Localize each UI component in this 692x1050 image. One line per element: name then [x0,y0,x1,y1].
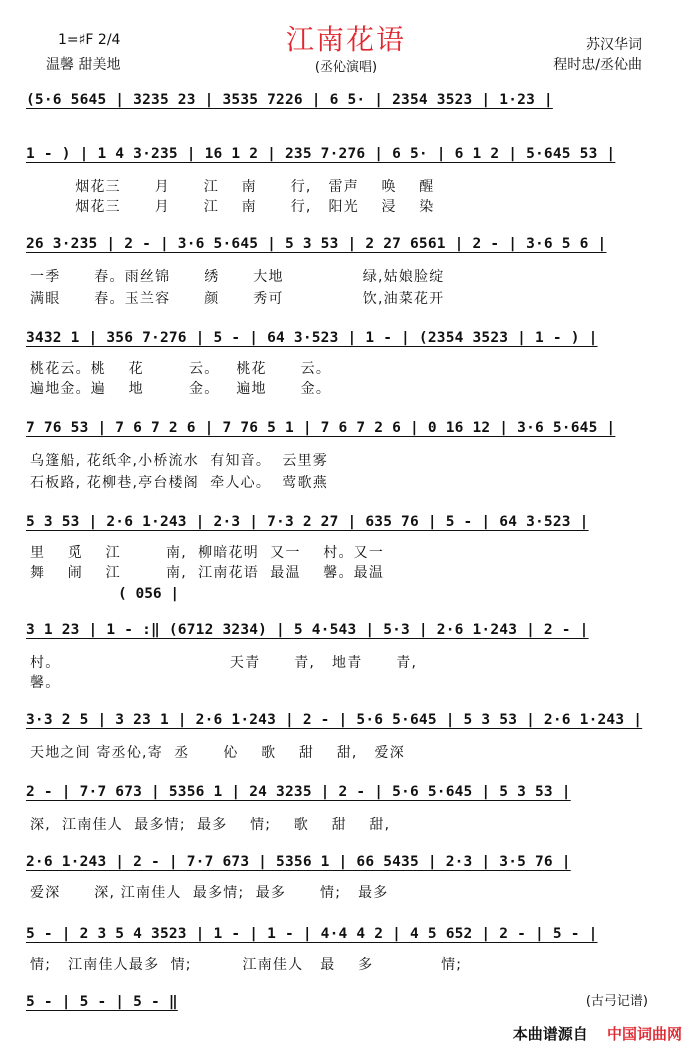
lyric-line-8: 天地之间 寄丞伈,寄 丞 伈 歌 甜 甜, 爱深 [30,745,405,761]
lyricist-credit: 苏汉华词 [586,37,642,53]
score-line-8: 3·3 2 5 | 3 23 1 | 2·6 1·243 | 2 - | 5·6 5·645 | 5 3 53 | 2·6 1·243 | [26,712,643,728]
style-marking: 温馨 甜美地 [46,57,121,73]
lyric-line-3b: 满眼 春。玉兰容 颜 秀可 饮,油菜花开 [30,291,445,307]
lyric-line-4b: 遍地金。遍 地 金。 遍地 金。 [30,381,332,397]
lyric-line-11: 情; 江南佳人最多 情; 江南佳人 最 多 情; [30,957,463,973]
score-line-2: 1 - ) | 1 4 3·235 | 16 1 2 | 235 7·276 | 6 5· | 6 1 2 | 5·645 53 | [26,146,616,162]
footer [513,1023,682,1044]
lyric-line-5b: 石板路, 花柳巷,亭台楼阁 牵人心。 莺歌燕 [30,475,328,491]
footer-source-label: 本曲谱源自 [512,1025,588,1043]
lyric-line-10: 爱深 深, 江南佳人 最多情; 最多 情; 最多 [30,885,389,901]
lyric-line-5a: 乌篷船, 花纸伞,小桥流水 有知音。 云里雾 [30,453,328,469]
composer-credit: 程时忠/丞伈曲 [553,57,642,73]
score-line-3: 26 3·235 | 2 - | 3·6 5·645 | 5 3 53 | 2 27 6561 | 2 - | 3·6 5 6 | [26,236,607,252]
key-signature: 1=♯F 2/4 [58,32,121,48]
lyric-line-6a: 里 觅 江 南, 柳暗花明 又一 村。又一 [30,545,385,561]
lyric-line-6b: 舞 闹 江 南, 江南花语 最温 馨。最温 [30,565,385,581]
score-line-5: 7 76 53 | 7 6 7 2 6 | 7 76 5 1 | 7 6 7 2 6 | 0 16 12 | 3·6 5·645 | [26,420,616,436]
lyric-line-2b: 烟花三 月 江 南 行, 阳光 浸 染 [30,199,435,215]
lyric-line-4a: 桃花云。桃 花 云。 桃花 云。 [30,361,332,377]
transcriber-credit: (古弓记谱) [585,994,648,1009]
footer-site-name[interactable]: 中国词曲网 [606,1025,682,1043]
score-line-12: 5 - | 5 - | 5 - ‖ [26,994,178,1010]
score-line-4: 3432 1 | 356 7·276 | 5 - | 64 3·523 | 1 - | (2354 3523 | 1 - ) | [26,330,598,346]
lyric-line-7a: 村。 天青 青, 地青 青, [30,655,418,671]
page-title: 江南花语 [285,23,406,56]
score-line-7: 3 1 23 | 1 - :‖ (6712 3234) | 5 4·543 | 5·3 | 2·6 1·243 | 2 - | [26,622,589,638]
lyric-line-3a: 一季 春。雨丝锦 绣 大地 绿,姑娘脸绽 [30,269,445,285]
lyric-line-7b: 馨。 [30,675,61,691]
score-line-9: 2 - | 7·7 673 | 5356 1 | 24 3235 | 2 - | 5·6 5·645 | 5 3 53 | [26,784,571,800]
score-line-11: 5 - | 2 3 5 4 3523 | 1 - | 1 - | 4·4 4 2 | 4 5 652 | 2 - | 5 - | [26,926,598,942]
lyric-line-9: 深, 江南佳人 最多情; 最多 情; 歌 甜 甜, [30,817,391,833]
lyric-line-2a: 烟花三 月 江 南 行, 雷声 唤 醒 [30,179,435,195]
singer-credit: (丞伈演唱) [314,60,378,75]
score-line-1: (5·6 5645 | 3235 23 | 3535 7226 | 6 5· | 2354 3523 | 1·23 | [26,92,553,108]
pickup-measure: ( 056 | [118,586,180,602]
score-line-10: 2·6 1·243 | 2 - | 7·7 673 | 5356 1 | 66 5435 | 2·3 | 3·5 76 | [26,854,571,870]
score-line-6: 5 3 53 | 2·6 1·243 | 2·3 | 7·3 2 27 | 635 76 | 5 - | 64 3·523 | [26,514,589,530]
